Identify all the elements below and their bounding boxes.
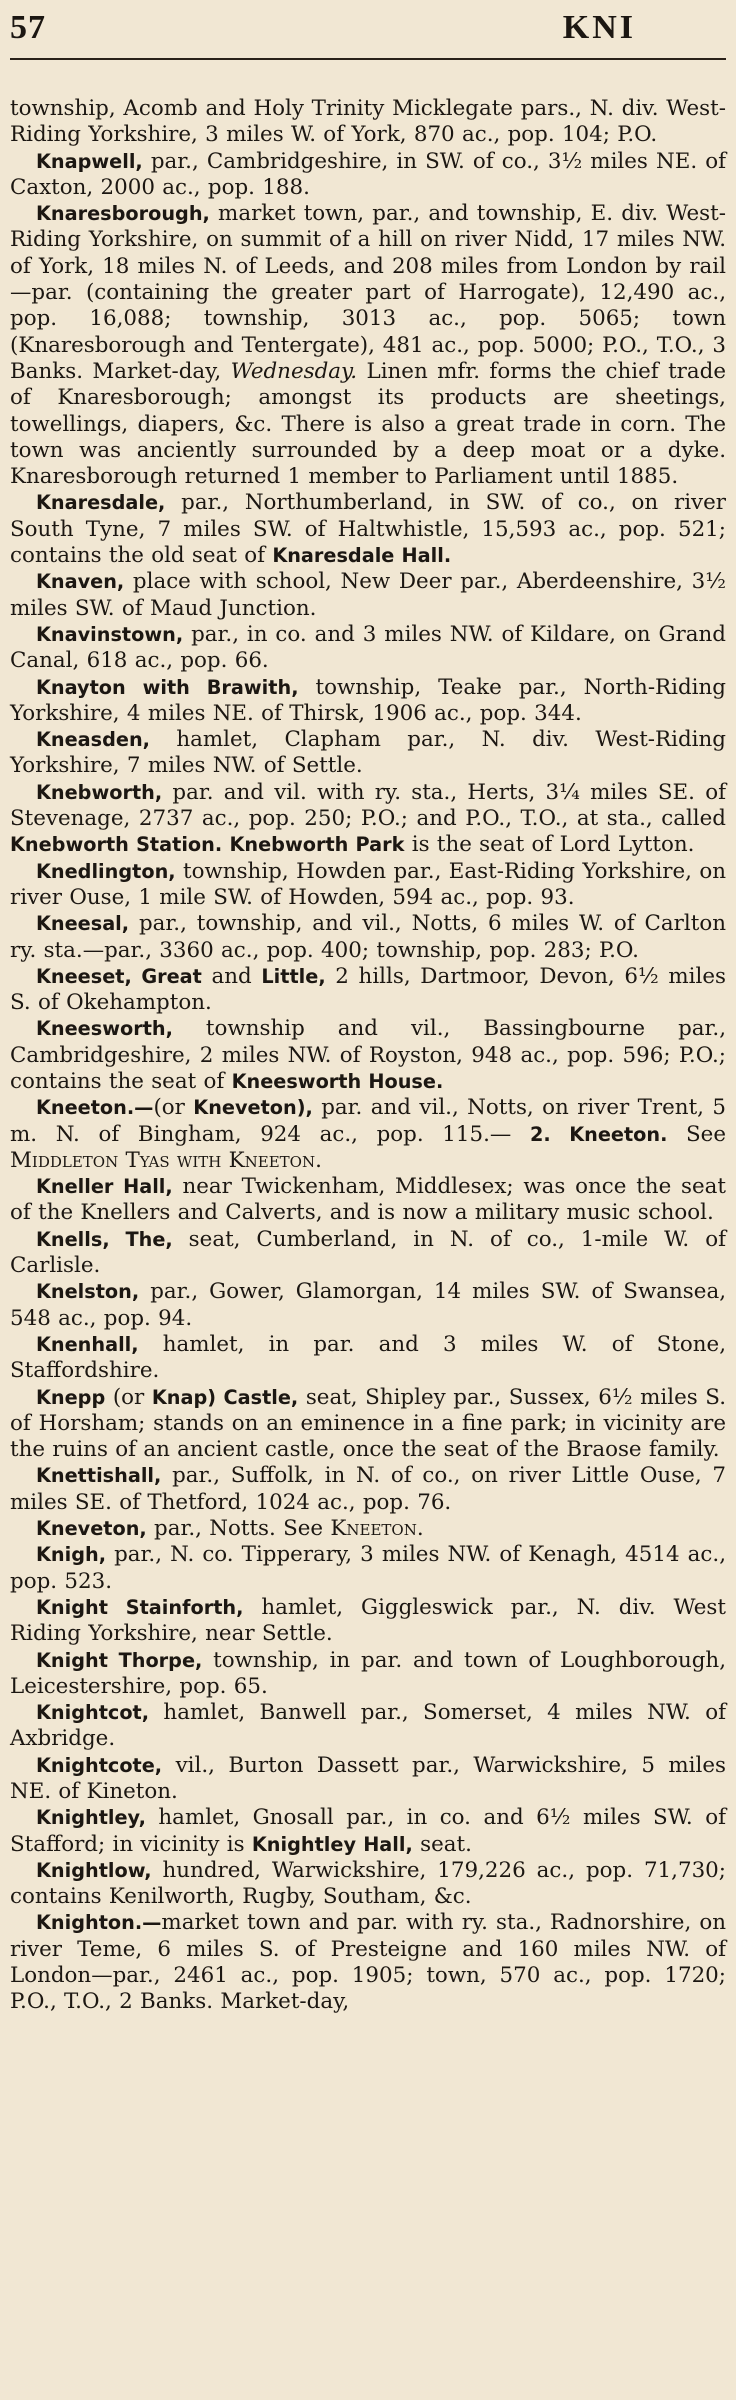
entry-text: township, in par. and town of Loughborough, Leicestershire, pop. 65.	[10, 1647, 727, 1699]
entry-text: par. and vil. with ry. sta., Herts, 3¼ miles SE. of Stevenage, 2737 ac., pop. 250; P.O.; and P.O., T.O., at sta., called	[10, 779, 726, 832]
entry-headword: Kneasden,	[36, 728, 150, 752]
gazetteer-entry	[10, 1332, 726, 1385]
entry-headword: Knightcot,	[36, 1701, 150, 1725]
entry-headword: Knells, The,	[36, 1227, 173, 1251]
entry-text: See	[667, 1121, 726, 1147]
entry-headword: Knap) Castle,	[151, 1385, 299, 1409]
entry-headword: Kneesworth,	[36, 1017, 173, 1041]
entry-headword: Knightley Hall,	[251, 1832, 413, 1856]
entry-headword: Knaresdale,	[36, 491, 166, 515]
entry-text: is the seat of Lord Lytton.	[404, 832, 695, 858]
entry-text: market town, par., and township, E. div. West-Riding Yorkshire, on summit of a hill on river Nidd, 17 miles NW. of York, 18 miles N. of Leeds, and 208 miles from London by rail—par. (containing the greater part of Harrogate), 12,490 ac., pop. 16,088; township, 3013 ac., pop. 5065; town (Knaresborough and Tentergate), 481 ac., pop. 5000; P.O., T.O., 3 Banks. Market-day,	[10, 201, 726, 384]
gazetteer-entry	[10, 1858, 726, 1911]
entry-headword: Knaven,	[36, 570, 125, 594]
gazetteer-entry	[10, 1753, 726, 1806]
entry-headword: Knayton with Brawith,	[36, 675, 299, 699]
gazetteer-entry	[10, 1648, 726, 1701]
entry-text: and	[201, 963, 262, 989]
entry-headword: Knavinstown,	[36, 622, 184, 646]
entry-text: par., Suffolk, in N. of co., on river Little Ouse, 7 miles SE. of Thetford, 1024 ac., pop. 76.	[10, 1463, 726, 1515]
entry-headword: Knepp	[36, 1385, 106, 1409]
entry-headword: Knebworth Park	[229, 833, 405, 857]
entry-headword: Knight Thorpe,	[36, 1648, 203, 1672]
entry-text: market town and par. with ry. sta., Radnorshire, on river Teme, 6 miles S. of Presteigne and 160 miles NW. of London—par., 2461 ac., pop. 1905; town, 570 ac., pop. 1720; P.O., T.O., 2 Banks. Market-day,	[10, 1910, 726, 2015]
gazetteer-entry	[10, 1700, 726, 1753]
page-header	[10, 0, 726, 60]
gazetteer-entry	[10, 1279, 726, 1332]
entry-headword: Little,	[261, 964, 326, 988]
entry-headword: Knapwell,	[36, 149, 143, 173]
entry-headword: Knight Stainforth,	[36, 1595, 244, 1619]
entry-text: township, Teake par., North-Riding Yorkshire, 4 miles NE. of Thirsk, 1906 ac., pop. 344.	[10, 674, 726, 726]
entry-text: near Twickenham, Middlesex; was once the seat of the Knellers and Calverts, and is now a military music school.	[10, 1174, 726, 1226]
gazetteer-entry	[10, 1227, 726, 1280]
entry-headword: Kneeset, Great	[36, 964, 202, 988]
gazetteer-entry	[10, 964, 726, 1017]
entry-text: seat.	[412, 1831, 472, 1857]
entry-text: (or	[105, 1384, 152, 1410]
gazetteer-entry	[10, 96, 726, 149]
gazetteer-entry	[10, 859, 726, 912]
entry-text: par., township, and vil., Notts, 6 miles W. of Carlton ry. sta.—par., 3360 ac., pop. 400; township, pop. 283; P.O.	[10, 911, 726, 963]
gazetteer-entry	[10, 201, 726, 490]
gazetteer-entry	[10, 1516, 726, 1542]
entry-text: par., Cambridgeshire, in SW. of co., 3½ miles NE. of Caxton, 2000 ac., pop. 188.	[10, 148, 726, 200]
entry-text: hundred, Warwickshire, 179,226 ac., pop. 71,730; contains Kenilworth, Rugby, Southam, &c.	[10, 1857, 726, 1910]
entry-headword: Knightley,	[36, 1806, 146, 1830]
entry-headword: Kneeton.—	[36, 1096, 154, 1120]
entry-text: seat, Cumberland, in N. of co., 1-mile W. of Carlisle.	[10, 1226, 726, 1279]
cross-reference: Middleton Tyas with Kneeton.	[10, 1147, 322, 1173]
entry-headword: Knighton.—	[36, 1911, 162, 1935]
entry-list	[10, 60, 726, 2016]
entry-text: hamlet, Banwell par., Somerset, 4 miles NW. of Axbridge.	[10, 1700, 726, 1752]
entry-headword: Kneller Hall,	[36, 1175, 173, 1199]
entry-headword: Knaresdale Hall.	[272, 544, 452, 568]
entry-text: par. and vil., Notts, on river Trent, 5 m. N. of Bingham, 924 ac., pop. 115.—	[10, 1095, 726, 1147]
entry-text: seat, Shipley par., Sussex, 6½ miles S. of Horsham; stands on an eminence in a fine park; in vicinity are the ruins of an ancient castle, once the seat of the Braose family.	[10, 1384, 726, 1463]
entry-headword: Knettishall,	[36, 1464, 162, 1488]
entry-text: par., Northumberland, in SW. of co., on river South Tyne, 7 miles SW. of Haltwhistle, 15,593 ac., pop. 521; contains the old seat of	[10, 490, 726, 569]
gazetteer-entry	[10, 1174, 726, 1227]
gazetteer-entry	[10, 569, 726, 622]
entry-text: hamlet, Clapham par., N. div. West-Riding Yorkshire, 7 miles NW. of Settle.	[10, 727, 726, 779]
gazetteer-entry	[10, 1016, 726, 1095]
entry-headword: 2. Kneeton.	[529, 1122, 668, 1146]
entry-headword: Knigh,	[36, 1543, 107, 1567]
entry-headword: Kneesal,	[36, 912, 130, 936]
gazetteer-entry	[10, 490, 726, 569]
page-number: 57	[10, 9, 46, 46]
entry-headword: Knebworth Station.	[10, 833, 223, 857]
cross-reference: Kneeton.	[330, 1516, 424, 1542]
entry-text: place with school, New Deer par., Aberdeenshire, 3½ miles SW. of Maud Junction.	[10, 569, 726, 621]
entry-text: vil., Burton Dassett par., Warwickshire, 5 miles NE. of Kineton.	[10, 1752, 726, 1804]
gazetteer-entry	[10, 1095, 726, 1174]
gazetteer-entry	[10, 780, 726, 859]
entry-headword: Kneesworth House.	[231, 1069, 444, 1093]
gazetteer-entry	[10, 1805, 726, 1858]
entry-headword: Knightcote,	[36, 1753, 163, 1777]
entry-headword: Knenhall,	[36, 1332, 139, 1356]
entry-text: 2 hills, Dartmoor, Devon, 6½ miles S. of Okehampton.	[10, 963, 726, 1016]
entry-text: par., Notts. See	[146, 1516, 331, 1542]
entry-text: hamlet, in par. and 3 miles W. of Stone, Staffordshire.	[10, 1331, 726, 1384]
running-head: KNI	[562, 9, 636, 46]
gazetteer-entry	[10, 1463, 726, 1516]
entry-text: township and vil., Bassingbourne par., Cambridgeshire, 2 miles NW. of Royston, 948 ac., pop. 596; P.O.; contains the seat of	[10, 1016, 726, 1094]
entry-text: township, Howden par., East-Riding Yorkshire, on river Ouse, 1 mile SW. of Howden, 594 ac., pop. 93.	[10, 858, 726, 910]
gazetteer-entry	[10, 149, 726, 202]
entry-headword: Kneveton),	[193, 1096, 313, 1120]
entry-text: par., in co. and 3 miles NW. of Kildare, on Grand Canal, 618 ac., pop. 66.	[10, 621, 726, 674]
gazetteer-entry	[10, 1542, 726, 1595]
gazetteer-entry	[10, 727, 726, 780]
entry-headword: Knebworth,	[36, 780, 163, 804]
entry-text: Linen mfr. forms the chief trade of Knaresborough; amongst its products are sheetings, towellings, diapers, &c. There is also a great trade in corn. The town was anciently surrounded by a deep moat or a dyke. Knaresborough returned 1 member to Parliament until 1885.	[10, 358, 726, 490]
gazetteer-entry	[10, 911, 726, 964]
gazetteer-entry	[10, 1385, 726, 1464]
gazetteer-entry	[10, 622, 726, 675]
gazetteer-entry	[10, 1595, 726, 1648]
entry-text: (or	[153, 1095, 194, 1121]
entry-headword: Knightlow,	[36, 1858, 152, 1882]
entry-text: township, Acomb and Holy Trinity Micklegate pars., N. div. West-Riding Yorkshire, 3 miles W. of York, 870 ac., pop. 104; P.O.	[10, 96, 726, 148]
gazetteer-entry	[10, 675, 726, 728]
entry-headword: Knaresborough,	[36, 202, 210, 226]
entry-headword: Knelston,	[36, 1280, 140, 1304]
entry-text: hamlet, Giggleswick par., N. div. West Riding Yorkshire, near Settle.	[10, 1594, 727, 1647]
entry-text: par., Gower, Glamorgan, 14 miles SW. of Swansea, 548 ac., pop. 94.	[10, 1279, 726, 1331]
entry-headword: Kneveton,	[36, 1517, 147, 1541]
italic-text: Wednesday.	[230, 358, 358, 384]
gazetteer-entry	[10, 1910, 726, 2015]
entry-headword: Knedlington,	[36, 859, 176, 883]
entry-text: par., N. co. Tipperary, 3 miles NW. of Kenagh, 4514 ac., pop. 523.	[10, 1542, 726, 1594]
entry-text: hamlet, Gnosall par., in co. and 6½ miles SW. of Stafford; in vicinity is	[10, 1805, 726, 1857]
